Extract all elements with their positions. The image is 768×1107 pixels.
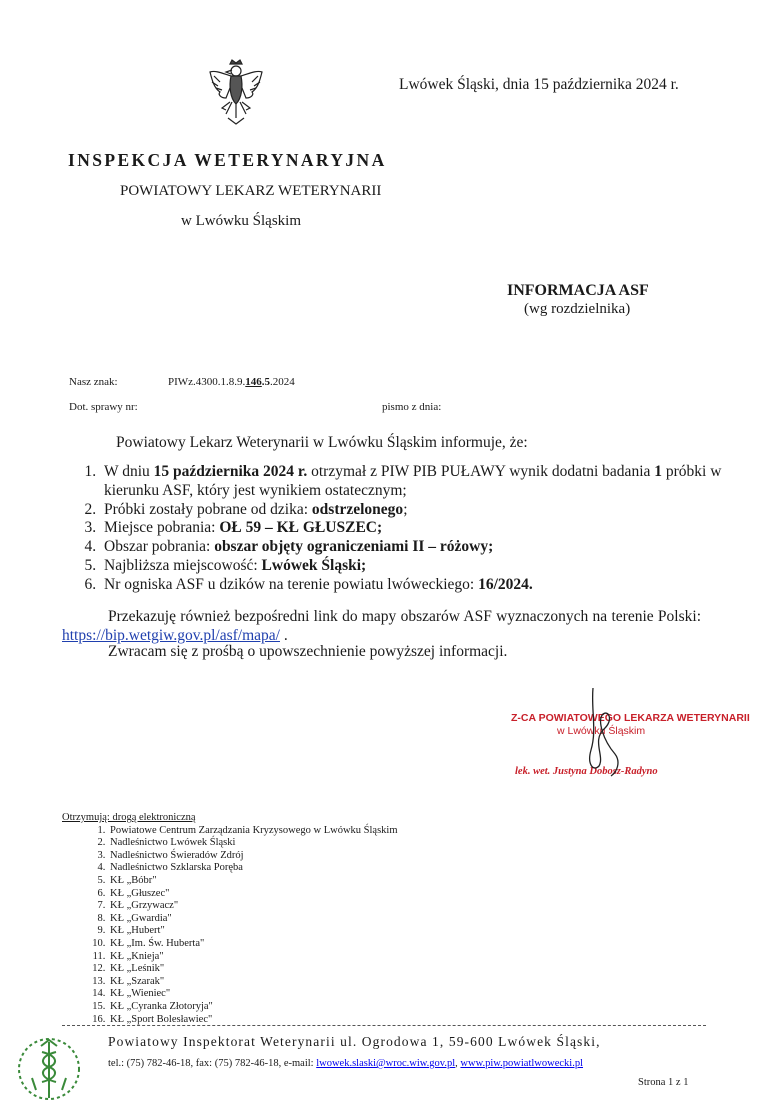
list-item: 6. KŁ „Głuszec" bbox=[108, 888, 398, 901]
list-item: 4. Obszar pobrania: obszar objęty ograniczeniami II – różowy; bbox=[100, 538, 750, 557]
polish-eagle-emblem-icon bbox=[206, 58, 266, 128]
footer-email-link[interactable]: lwowek.slaski@wroc.wiw.gov.pl bbox=[316, 1058, 456, 1069]
list-item: 13. KŁ „Szarak" bbox=[108, 976, 398, 989]
footer-divider bbox=[62, 1025, 706, 1026]
list-item: 3. Nadleśnictwo Świeradów Zdrój bbox=[108, 850, 398, 863]
list-item: 2. Nadleśnictwo Lwówek Śląski bbox=[108, 837, 398, 850]
reference-number-2: 5 bbox=[264, 376, 271, 388]
footer-phone-fax: tel.: (75) 782-46-18, fax: (75) 782-46-18, e-mail: bbox=[108, 1058, 317, 1069]
list-item: 7. KŁ „Grzywacz" bbox=[108, 900, 398, 913]
footer-website-link[interactable]: www.piw.powiatlwowecki.pl bbox=[460, 1058, 583, 1069]
list-item: 15. KŁ „Cyranka Złotoryja" bbox=[108, 1001, 398, 1014]
document-date: Lwówek Śląski, dnia 15 października 2024 r. bbox=[399, 76, 679, 93]
list-item: 3. Miejsce pobrania: OŁ 59 – KŁ GŁUSZEC; bbox=[100, 519, 750, 538]
our-reference-label: Nasz znak: bbox=[69, 376, 118, 388]
map-link-paragraph: Przekazuję również bezpośredni link do mapy obszarów ASF wyznaczonych na terenie Polski: https://bip.wetgiw.gov.pl/asf/mapa/ . bbox=[62, 608, 701, 644]
footer-address: Powiatowy Inspektorat Weterynarii ul. Ogrodowa 1, 59-600 Lwówek Śląski, bbox=[108, 1034, 601, 1049]
list-item: 1. W dniu 15 października 2024 r. otrzymał z PIW PIB PUŁAWY wynik dodatni badania 1 próbki w kierunku ASF, który jest wynikiem ostatecznym; bbox=[100, 463, 750, 501]
stamp-location: w Lwówku Śląskim bbox=[557, 725, 646, 737]
stamp-title: Z-CA POWIATOWEGO LEKARZA WETERYNARII bbox=[511, 712, 750, 724]
page-number: Strona 1 z 1 bbox=[638, 1077, 689, 1088]
recipients-title: Otrzymują: drogą elektroniczną bbox=[62, 812, 196, 823]
reference-dot: . bbox=[261, 376, 265, 388]
list-item: 12. KŁ „Leśnik" bbox=[108, 963, 398, 976]
reference-suffix: .2024 bbox=[270, 376, 295, 388]
signature-stamp bbox=[507, 680, 750, 790]
institution-subtitle: POWIATOWY LEKARZ WETERYNARII bbox=[120, 183, 382, 199]
list-item: 2. Próbki zostały pobrane od dzika: odstrzelonego; bbox=[100, 501, 750, 520]
footer-contacts: tel.: (75) 782-46-18, fax: (75) 782-46-18, e-mail: lwowek.slaski@wroc.wiw.gov.pl, www.piw.powiatlwowecki.pl bbox=[108, 1058, 583, 1069]
list-item: 16. KŁ „Sport Bolesławiec" bbox=[108, 1014, 398, 1027]
our-reference-value bbox=[168, 376, 295, 388]
list-item: 8. KŁ „Gwardia" bbox=[108, 913, 398, 926]
list-item: 5. Najbliższa miejscowość: Lwówek Śląski; bbox=[100, 557, 750, 576]
list-item: 11. KŁ „Knieja" bbox=[108, 951, 398, 964]
veterinary-caduceus-logo-icon bbox=[12, 1032, 86, 1106]
list-item: 6. Nr ogniska ASF u dzików na terenie powiatu lwóweckiego: 16/2024. bbox=[100, 576, 750, 595]
asf-map-link[interactable]: https://bip.wetgiw.gov.pl/asf/mapa/ bbox=[62, 627, 280, 644]
list-item: 14. KŁ „Wieniec" bbox=[108, 988, 398, 1001]
list-item: 10. KŁ „Im. Św. Huberta" bbox=[108, 938, 398, 951]
information-list bbox=[62, 463, 750, 595]
list-item: 9. KŁ „Hubert" bbox=[108, 925, 398, 938]
request-paragraph: Zwracam się z prośbą o upowszechnienie powyższej informacji. bbox=[108, 643, 508, 660]
reference-prefix: PIWz.4300.1.8.9. bbox=[168, 376, 246, 388]
list-item: 5. KŁ „Bóbr" bbox=[108, 875, 398, 888]
case-number-label: Dot. sprawy nr: bbox=[69, 401, 138, 413]
list-item: 4. Nadleśnictwo Szklarska Poręba bbox=[108, 862, 398, 875]
institution-location: w Lwówku Śląskim bbox=[181, 213, 301, 229]
stamp-signer: lek. wet. Justyna Dobosz-Radyno bbox=[515, 766, 658, 777]
list-item: 1. Powiatowe Centrum Zarządzania Kryzysowego w Lwówku Śląskim bbox=[108, 825, 398, 838]
reference-number: 146 bbox=[245, 376, 262, 388]
letter-date-label: pismo z dnia: bbox=[382, 401, 442, 413]
document-title: INFORMACJA ASF bbox=[507, 282, 649, 299]
document-subtitle: (wg rozdzielnika) bbox=[524, 301, 631, 317]
intro-paragraph: Powiatowy Lekarz Weterynarii w Lwówku Śląskim informuje, że: bbox=[116, 434, 528, 451]
institution-name: INSPEKCJA WETERYNARYJNA bbox=[68, 150, 387, 170]
recipients-list bbox=[62, 812, 398, 1026]
